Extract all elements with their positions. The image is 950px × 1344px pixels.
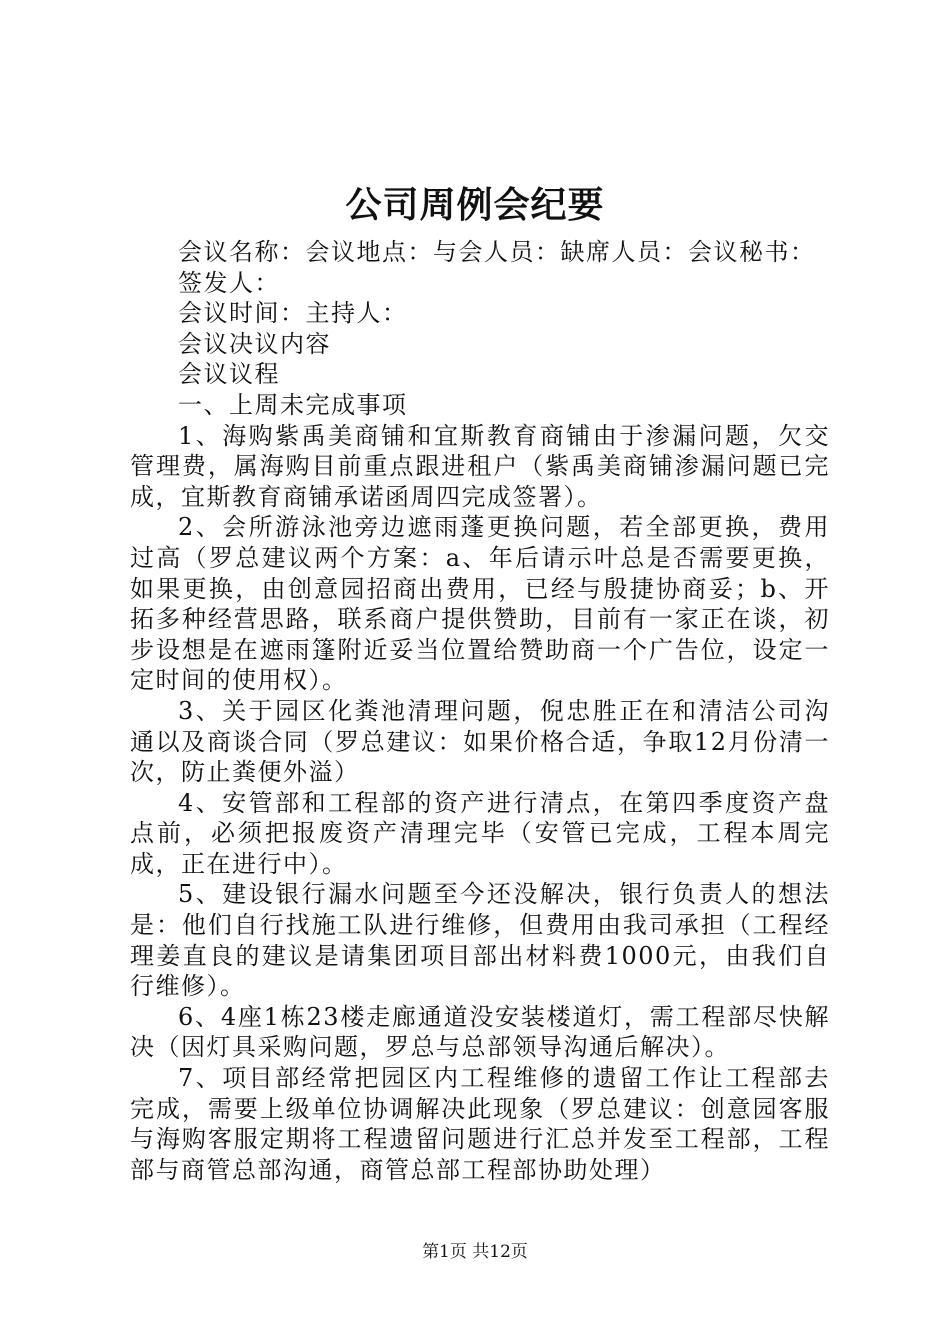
- section-heading: 一、上周未完成事项: [178, 390, 408, 419]
- agenda-item-7: 7、项目部经常把园区内工程维修的遗留工作让工程部去完成，需要上级单位协调解决此现象（罗总建议：创意园客服与海购客服定期将工程遗留问题进行汇总并发至工程部，工程部与商管总部沟通，商管总部工程部协助处理）: [130, 1064, 830, 1184]
- agenda-item-6: 6、4座1栋23楼走廊通道没安装楼道灯，需工程部尽快解决（因灯具采购问题，罗总与总部领导沟通后解决）。: [130, 1002, 830, 1062]
- agenda-item-2: 2、会所游泳池旁边遮雨蓬更换问题，若全部更换，费用过高（罗总建议两个方案：a、年后请示叶总是否需要更换，如果更换，由创意园招商出费用，已经与殷捷协商妥；b、开拓多种经营思路，联系商户提供赞助，目前有一家正在谈，初步设想是在遮雨篷附近妥当位置给赞助商一个广告位，设定一定时间的使用权）。: [130, 513, 830, 695]
- issuer-line: 签发人：: [178, 268, 280, 297]
- agenda-item-5: 5、建设银行漏水问题至今还没解决，银行负责人的想法是：他们自行找施工队进行维修，但费用由我司承担（工程经理姜直良的建议是请集团项目部出材料费1000元，由我们自行维修）。: [130, 880, 830, 1001]
- resolution-heading: 会议决议内容: [178, 329, 331, 358]
- agenda-item-1: 1、海购紫禹美商铺和宜斯教育商铺由于渗漏问题，欠交管理费，属海购目前重点跟进租户（紫禹美商铺渗漏问题已完成，宜斯教育商铺承诺函周四完成签署）。: [130, 421, 830, 511]
- document-body: [130, 237, 830, 1185]
- page-title: 公司周例会纪要: [345, 184, 605, 226]
- meeting-info-line: 会议名称：会议地点：与会人员：缺席人员：会议秘书：: [178, 238, 816, 266]
- meeting-time-line: 会议时间：主持人：: [178, 299, 408, 328]
- agenda-heading: 会议议程: [178, 360, 280, 389]
- agenda-item-3: 3、关于园区化粪池清理问题，倪忠胜正在和清洁公司沟通以及商谈合同（罗总建议：如果价格合适，争取12月份清一次，防止粪便外溢）: [130, 696, 830, 787]
- agenda-item-4: 4、安管部和工程部的资产进行清点，在第四季度资产盘点前，必须把报废资产清理完毕（安管已完成，工程本周完成，正在进行中）。: [130, 788, 830, 878]
- page-number: 第1页 共12页: [422, 1242, 528, 1262]
